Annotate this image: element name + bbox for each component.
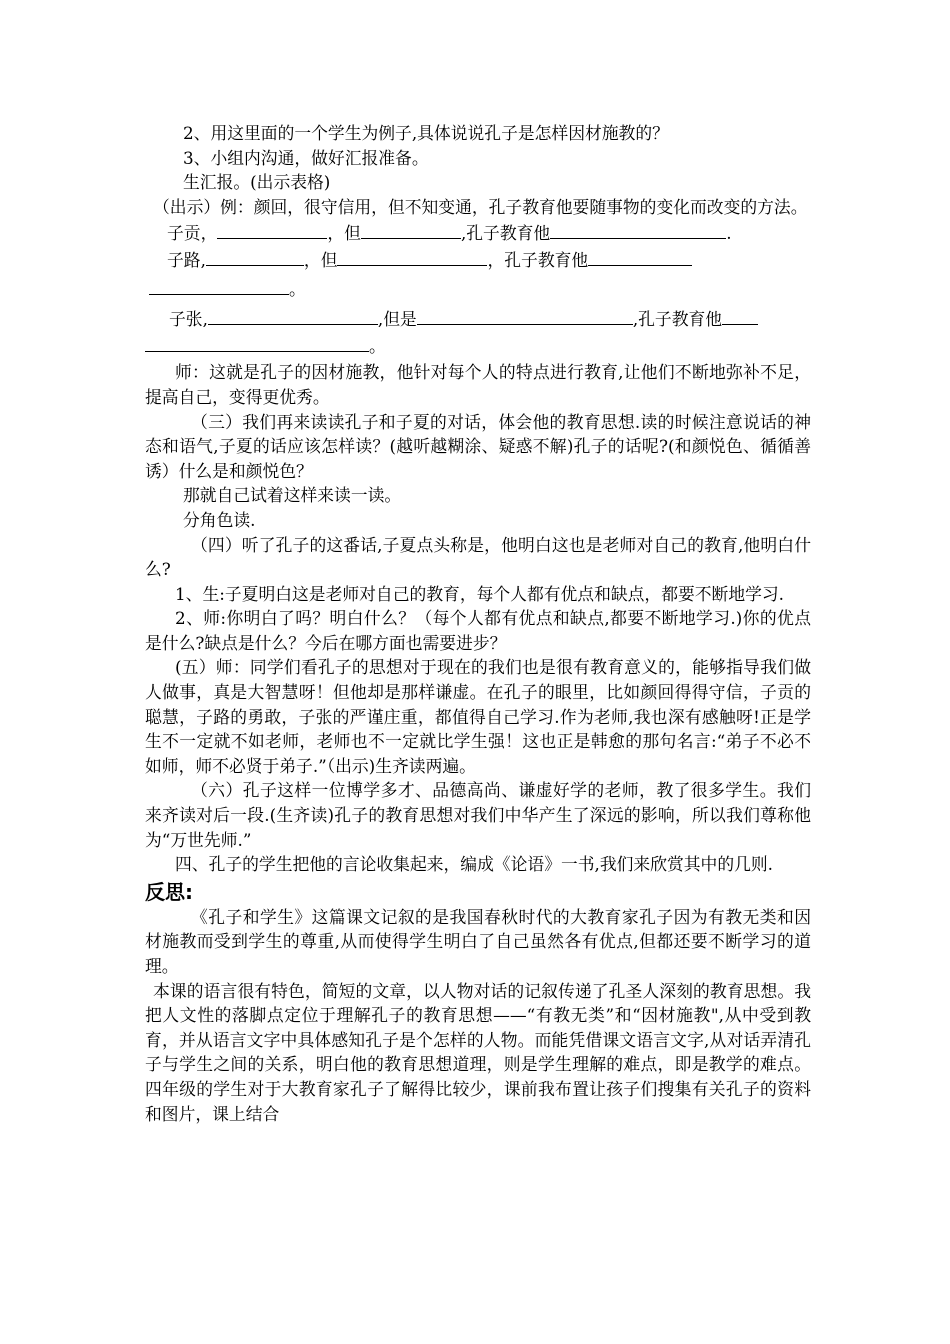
- document-body: [145, 121, 811, 1126]
- teacher-summary: 师：这就是孔子的因材施教，他针对每个人的特点进行教育,让他们不断地弥补不足，提高自己，变得更优秀。: [145, 362, 811, 407]
- fill-label: 子路,: [167, 249, 206, 270]
- fill-label: ,孔子教育他: [460, 223, 551, 244]
- fill-label: 。: [289, 278, 306, 299]
- fill-label: ，孔子教育他: [487, 249, 589, 270]
- blank-line: [337, 250, 487, 266]
- fill-in-zizhang-cont: [145, 334, 811, 359]
- reflection-paragraph-1: 《孔子和学生》这篇课文记叙的是我国春秋时代的大教育家孔子因为有教无类和因材施教而受到学生的尊重,从而使得学生明白了自己虽然各有优点,但都还要不断学习的道理。: [145, 906, 811, 976]
- fill-label: ，但: [303, 249, 338, 270]
- fill-in-zilu: [145, 248, 811, 273]
- fill-in-zizhang: [145, 307, 811, 332]
- blank-line: [361, 223, 461, 239]
- fill-label: ,孔子教育他: [632, 309, 723, 330]
- blank-line: [208, 309, 378, 325]
- blank-line: [722, 309, 758, 325]
- text-line-3: 生汇报。(出示表格): [183, 172, 331, 193]
- section-four: （四）听了孔子的这番话,子夏点头称是，他明白这也是老师对自己的教育,他明白什么?: [145, 534, 811, 580]
- fill-label: 子张,: [169, 309, 208, 330]
- section-five: (五）师：同学们看孔子的思想对于现在的我们也是很有教育意义的，能够指导我们做人做事，真是大智慧呀！但他却是那样谦虚。在孔子的眼里，比如颜回得得守信，子贡的聪慧，子路的勇敢，子张的严谨庄重，都值得自己学习.作为老师,我也深有感触呀!正是学生不一定就不如老师，老师也不一定就比学生强！这也正是韩愈的那句名言:“弟子不必不如师，师不必贤于弟子.”（出示)生齐读两遍。: [145, 657, 811, 776]
- fill-in-zigong: [145, 221, 811, 246]
- blank-line: [145, 336, 369, 352]
- reflection-paragraph-2: 本课的语言很有特色，简短的文章，以人物对话的记叙传递了孔圣人深刻的教育思想。我把人文性的落脚点定位于理解孔子的教育思想——“有教无类”和“因材施教",从中受到教育，并从语言文字中具体感知孔子是个怎样的人物。而能凭借课文语言文字,从对话弄清孔子与学生之间的关系，明白他的教育思想道理，则是学生理解的难点，即是教学的难点。四年级的学生对于大教育家孔子了解得比较少，课前我布置让孩子们搜集有关孔子的资料和图片，课上结合: [145, 980, 811, 1124]
- section-three: （三）我们再来读读孔子和子夏的对话，体会他的教育思想.读的时候注意说话的神态和语气,子夏的话应该怎样读？(越听越糊涂、疑惑不解)孔子的话呢?(和颜悦色、循循善诱）什么是和颜悦色？: [145, 411, 811, 481]
- reflection-heading: 反思:: [145, 879, 193, 904]
- teacher-question: 2、师:你明白了吗？明白什么？（每个人都有优点和缺点,都要不断地学习.)你的优点是什么?缺点是什么？今后在哪方面也需要进步？: [145, 608, 811, 653]
- blank-line: [149, 279, 289, 295]
- blank-line: [588, 250, 692, 266]
- text-line-2: 3、小组内沟通，做好汇报准备。: [183, 147, 429, 168]
- fill-in-zilu-cont: [145, 277, 811, 302]
- student-answer: 1、生:子夏明白这是老师对自己的教育，每个人都有优点和缺点，都要不断地学习.: [175, 583, 785, 604]
- fill-label: ，但: [327, 223, 361, 244]
- fill-label: 。: [369, 335, 386, 356]
- section-analects: 四、孔子的学生把他的言论收集起来，编成《论语》一书,我们来欣赏其中的几则.: [175, 854, 774, 875]
- text-line-read: 那就自己试着这样来读一读。: [183, 485, 402, 506]
- section-six: （六）孔子这样一位博学多才、品德高尚、谦虚好学的老师，教了很多学生。我们来齐读对后一段.(生齐读)孔子的教育思想对我们中华产生了深远的影响，所以我们尊称他为“万世先师.”: [145, 780, 811, 850]
- blank-line: [550, 223, 726, 239]
- blank-line: [217, 223, 327, 239]
- fill-label: .: [726, 223, 732, 244]
- fill-label: 子贡，: [167, 223, 218, 244]
- blank-line: [206, 250, 304, 266]
- example-paragraph: （出示）例：颜回，很守信用，但不知变通，孔子教育他要随事物的变化而改变的方法。: [153, 196, 808, 217]
- blank-line: [417, 309, 633, 325]
- text-line-1: 2、用这里面的一个学生为例子,具体说说孔子是怎样因材施教的？: [183, 123, 669, 143]
- text-line-roles: 分角色读.: [183, 509, 256, 530]
- fill-label: ,但是: [377, 309, 417, 330]
